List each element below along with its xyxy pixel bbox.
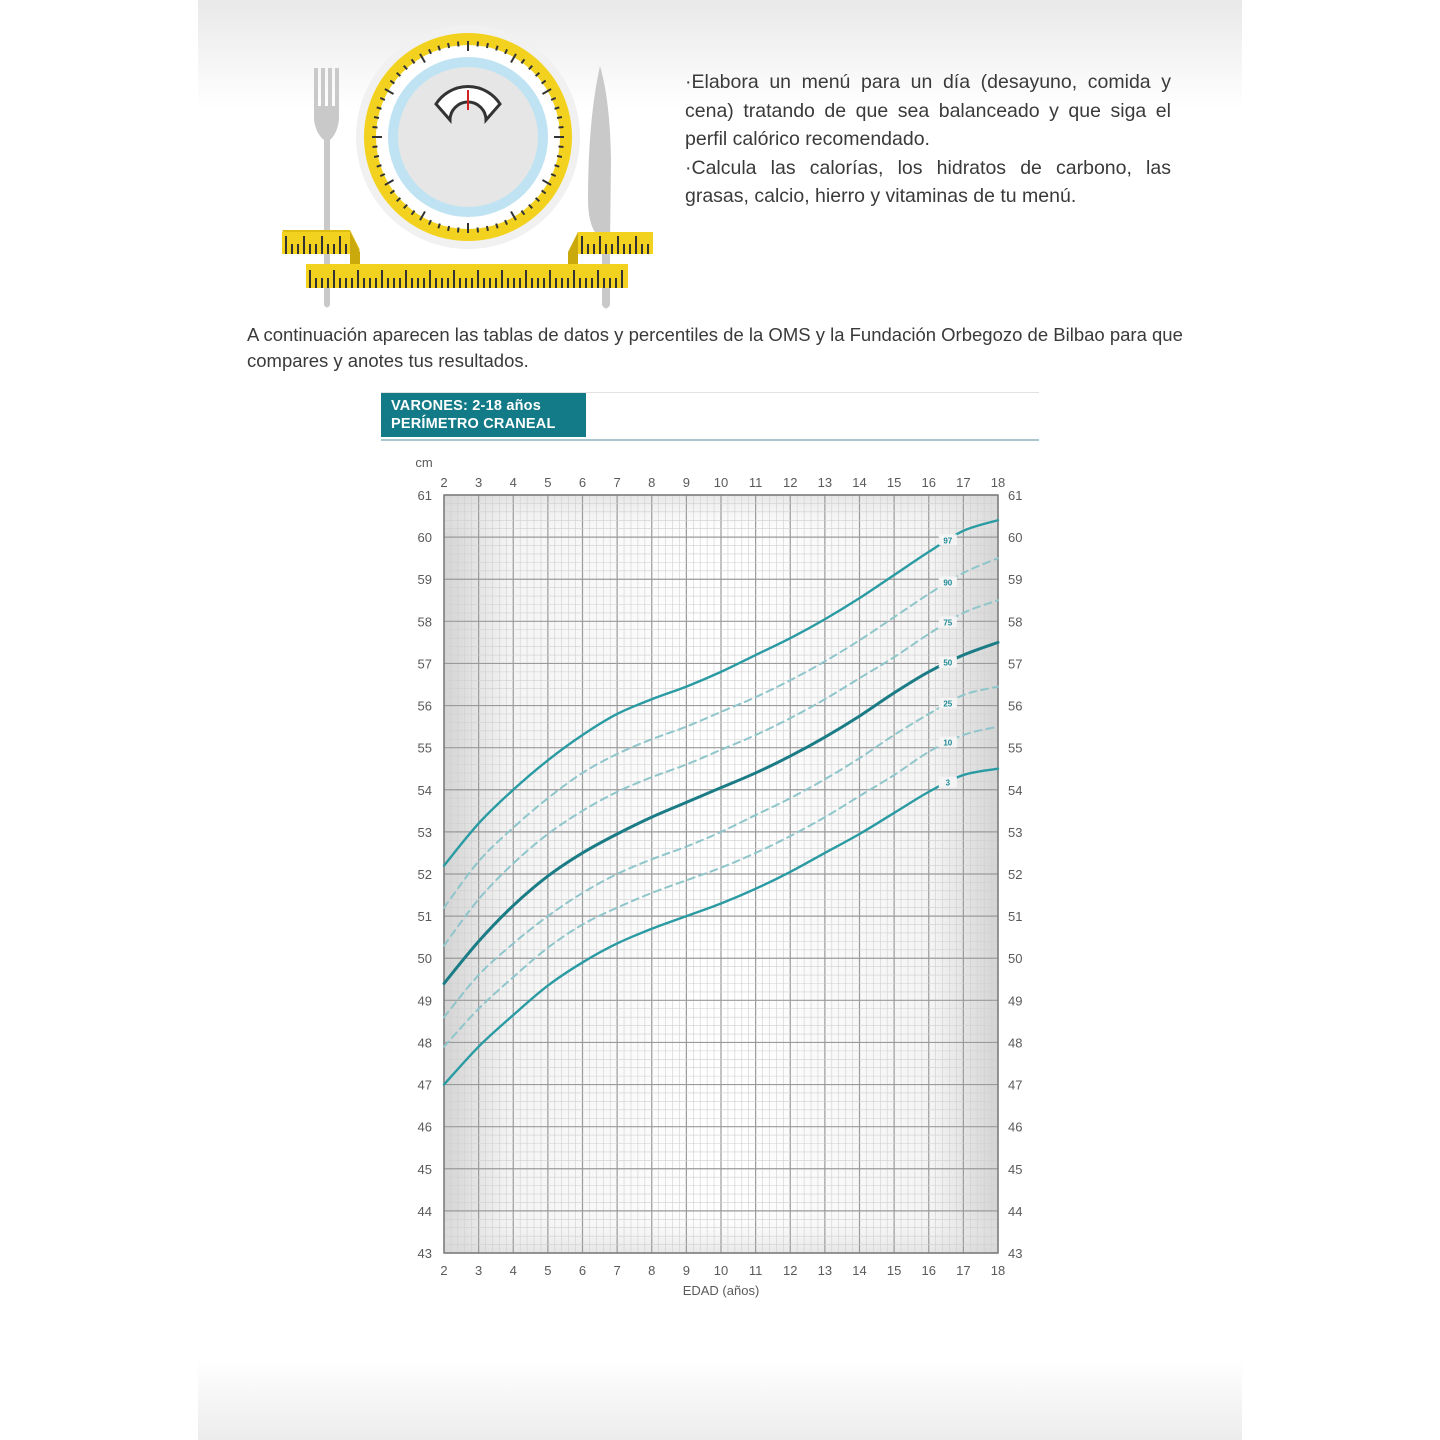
y-tick-label: 60 [417, 530, 432, 546]
y-tick-label-right: 45 [1008, 1161, 1023, 1177]
y-tick-label-right: 61 [1008, 488, 1023, 503]
x-tick-label: 18 [990, 1263, 1006, 1278]
x-tick-label: 8 [648, 1263, 656, 1278]
y-tick-label: 46 [417, 1119, 432, 1135]
x-tick-label: 2 [440, 1263, 448, 1278]
head-circumference-chart [381, 445, 1041, 1305]
y-tick-label: 47 [417, 1077, 432, 1093]
divider [381, 439, 1039, 441]
x-tick-label-top: 15 [886, 475, 902, 490]
x-tick-label: 9 [682, 1263, 690, 1278]
x-tick-label: 16 [921, 1263, 936, 1278]
percentile-label: 3 [945, 778, 951, 788]
x-tick-label: 3 [475, 1263, 483, 1278]
x-tick-label: 6 [578, 1263, 587, 1278]
x-tick-label-top: 10 [713, 475, 729, 490]
instruction-item: ·Calcula las calorías, los hidratos de carbono, las grasas, calcio, hierro y vitaminas de tu menú. [685, 156, 1171, 207]
x-tick-label-top: 17 [956, 475, 971, 490]
x-tick-label-top: 12 [783, 475, 798, 490]
x-tick-label: 17 [956, 1263, 971, 1278]
y-tick-label: 49 [417, 993, 432, 1009]
y-tick-label-right: 54 [1008, 782, 1023, 798]
y-tick-label: 58 [417, 614, 432, 630]
chart-title-line: PERÍMETRO CRANEAL [391, 416, 556, 432]
x-axis-label: EDAD (años) [682, 1283, 760, 1298]
y-tick-label-right: 46 [1008, 1119, 1023, 1135]
x-tick-label-top: 4 [509, 475, 517, 490]
chart-title-line: VARONES: 2-18 años [391, 398, 541, 414]
y-tick-label: 53 [417, 824, 432, 840]
y-tick-label: 55 [417, 740, 432, 756]
x-tick-label: 15 [886, 1263, 902, 1278]
x-tick-label-top: 14 [852, 475, 867, 490]
y-tick-label: 57 [417, 656, 432, 672]
percentile-label: 10 [943, 738, 953, 748]
x-tick-label-top: 16 [921, 475, 936, 490]
y-tick-label-right: 48 [1008, 1035, 1023, 1051]
x-tick-label: 11 [748, 1263, 763, 1278]
percentile-label: 75 [943, 618, 953, 628]
y-tick-label: 44 [417, 1203, 432, 1219]
percentile-label: 97 [943, 536, 953, 546]
y-tick-label: 54 [417, 782, 432, 798]
x-tick-label: 7 [613, 1263, 621, 1278]
grid [444, 495, 998, 1253]
percentile-label: 50 [943, 658, 953, 668]
plate-scale-icon [356, 25, 580, 249]
activity-instructions [685, 68, 1171, 211]
y-tick-label-right: 47 [1008, 1077, 1023, 1093]
y-tick-label-right: 51 [1008, 909, 1023, 925]
y-tick-label-right: 50 [1008, 951, 1023, 967]
x-tick-label-top: 3 [475, 475, 483, 490]
x-tick-label: 13 [817, 1263, 833, 1278]
y-tick-label: 59 [417, 572, 432, 588]
y-tick-label-right: 56 [1008, 698, 1023, 714]
y-tick-label: 52 [417, 867, 432, 882]
chart-title-box [381, 393, 586, 437]
y-tick-label-right: 58 [1008, 614, 1023, 630]
x-tick-label-top: 6 [578, 475, 587, 490]
x-tick-label-top: 11 [748, 475, 763, 490]
y-tick-label: 45 [417, 1161, 432, 1177]
y-tick-label: 51 [417, 909, 432, 925]
x-tick-label-top: 9 [682, 475, 690, 490]
x-tick-label-top: 2 [440, 475, 448, 490]
y-tick-label-right: 44 [1008, 1203, 1023, 1219]
x-tick-label-top: 13 [817, 475, 833, 490]
y-tick-label-right: 55 [1008, 740, 1023, 756]
y-tick-label: 61 [417, 488, 432, 503]
instruction-item: ·Elabora un menú para un día (desayuno, comida y cena) tratando de que sea balanceado y que siga el perfil calórico recomendado. [685, 71, 1171, 150]
x-tick-label-top: 7 [613, 475, 621, 490]
intro-paragraph: A continuación aparecen las tablas de datos y percentiles de la OMS y la Fundación Orbegozo de Bilbao para que compares y anotes tus resultados. [247, 324, 1183, 371]
x-tick-label: 14 [852, 1263, 867, 1278]
y-tick-label: 50 [417, 951, 432, 967]
x-tick-label: 10 [713, 1263, 729, 1278]
x-tick-label: 12 [783, 1263, 798, 1278]
percentile-label: 90 [943, 578, 953, 588]
x-tick-label: 5 [544, 1263, 552, 1278]
y-tick-label-right: 59 [1008, 572, 1023, 588]
y-tick-label-right: 49 [1008, 993, 1023, 1009]
y-tick-label-right: 43 [1008, 1246, 1023, 1261]
y-tick-label-right: 52 [1008, 867, 1023, 882]
y-tick-label: 48 [417, 1035, 432, 1051]
y-axis-label: cm [415, 455, 433, 470]
y-tick-label-right: 60 [1008, 530, 1023, 546]
y-tick-label-right: 57 [1008, 656, 1023, 672]
y-tick-label: 43 [417, 1246, 432, 1261]
percentile-label: 25 [943, 699, 953, 709]
x-tick-label: 4 [509, 1263, 517, 1278]
x-tick-label-top: 5 [544, 475, 552, 490]
y-tick-label: 56 [417, 698, 432, 714]
y-tick-label-right: 53 [1008, 824, 1023, 840]
x-tick-label-top: 18 [990, 475, 1006, 490]
diet-scale-illustration [270, 20, 670, 320]
x-tick-label-top: 8 [648, 475, 656, 490]
